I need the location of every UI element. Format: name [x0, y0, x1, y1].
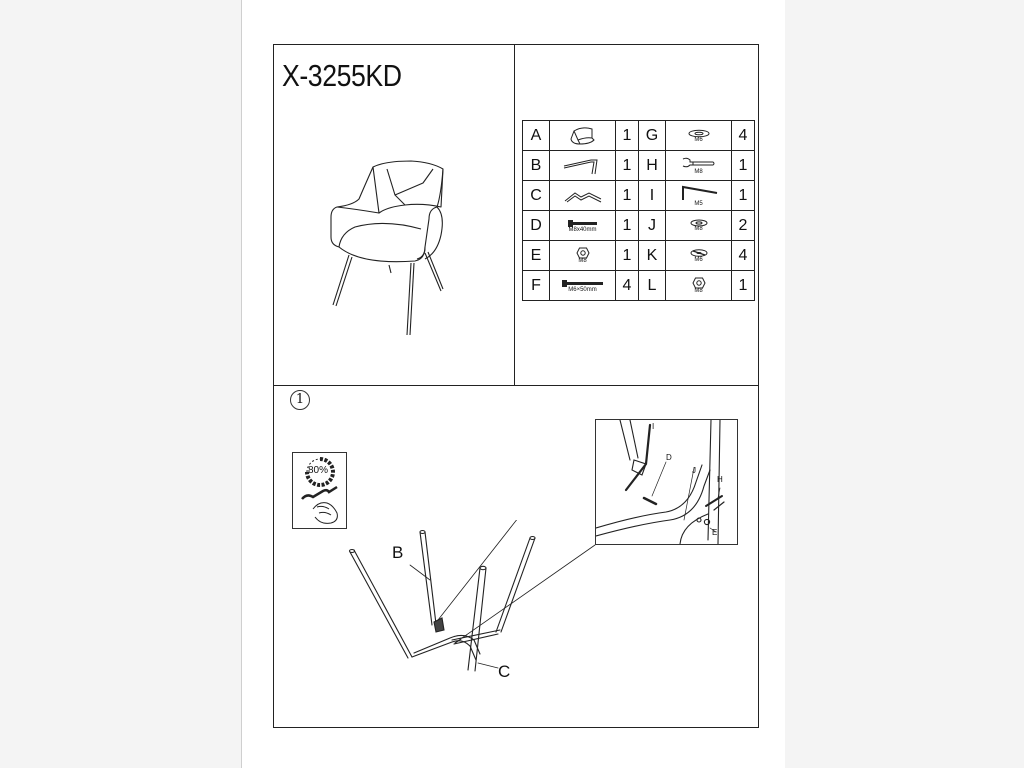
callout-e: E	[712, 528, 718, 537]
part-letter: F	[523, 271, 550, 301]
part-image	[550, 181, 616, 211]
part-size: M8	[694, 226, 703, 232]
seat-icon	[568, 125, 598, 147]
part-qty: 1	[732, 181, 755, 211]
part-letter: J	[639, 211, 666, 241]
part-letter: H	[639, 151, 666, 181]
table-row	[523, 151, 755, 181]
part-qty: 1	[732, 271, 755, 301]
part-image	[666, 181, 732, 211]
part-letter: B	[523, 151, 550, 181]
part-image	[666, 121, 732, 151]
assembly-drawing	[330, 520, 600, 680]
part-size: M6	[694, 136, 703, 143]
part-letter: D	[523, 211, 550, 241]
callout-b: B	[392, 543, 404, 562]
detail-drawing	[596, 420, 737, 544]
part-image	[550, 271, 616, 301]
chair-illustration	[325, 155, 455, 340]
horizontal-divider	[273, 385, 759, 386]
part-qty: 1	[732, 151, 755, 181]
part-qty: 1	[616, 211, 639, 241]
callout-h: H	[717, 475, 723, 484]
part-letter: I	[639, 181, 666, 211]
part-letter: G	[639, 121, 666, 151]
part-letter: E	[523, 241, 550, 271]
step-number: 1	[290, 390, 310, 410]
crossbar-icon	[561, 187, 605, 205]
table-row	[523, 211, 755, 241]
part-qty: 4	[732, 121, 755, 151]
wrench-icon	[681, 156, 717, 170]
callout-c: C	[498, 662, 511, 681]
table-row	[523, 121, 755, 151]
callout-j: J	[692, 466, 696, 475]
allen-key-icon	[677, 184, 721, 202]
part-size: M6	[694, 257, 703, 263]
part-letter: A	[523, 121, 550, 151]
torque-box	[292, 452, 347, 529]
callout-i: I	[652, 422, 655, 431]
part-image	[550, 211, 616, 241]
part-qty: 1	[616, 241, 639, 271]
part-size: M8x40mm	[568, 226, 597, 233]
part-image	[666, 151, 732, 181]
part-size: M8	[578, 258, 587, 264]
part-size: M5	[694, 201, 703, 207]
table-row	[523, 271, 755, 301]
table-row	[523, 181, 755, 211]
part-letter: K	[639, 241, 666, 271]
part-size: M8	[694, 169, 703, 175]
part-image	[666, 211, 732, 241]
vertical-divider	[514, 44, 515, 386]
part-letter: L	[639, 271, 666, 301]
part-qty: 1	[616, 121, 639, 151]
part-size: M6×50mm	[568, 286, 597, 293]
part-image	[550, 121, 616, 151]
part-qty: 1	[616, 151, 639, 181]
part-image	[666, 271, 732, 301]
model-code: X-3255KD	[282, 58, 402, 93]
leg-icon	[561, 156, 605, 176]
part-qty: 2	[732, 211, 755, 241]
part-qty: 4	[616, 271, 639, 301]
part-qty: 1	[616, 181, 639, 211]
detail-inset	[595, 419, 738, 545]
part-image	[666, 241, 732, 271]
part-letter: C	[523, 181, 550, 211]
torque-percent: 80%	[308, 465, 329, 476]
part-image	[550, 151, 616, 181]
part-image	[550, 241, 616, 271]
part-qty: 4	[732, 241, 755, 271]
parts-table	[522, 120, 755, 301]
callout-d: D	[666, 453, 672, 462]
part-size: M8	[694, 288, 703, 294]
table-row	[523, 241, 755, 271]
